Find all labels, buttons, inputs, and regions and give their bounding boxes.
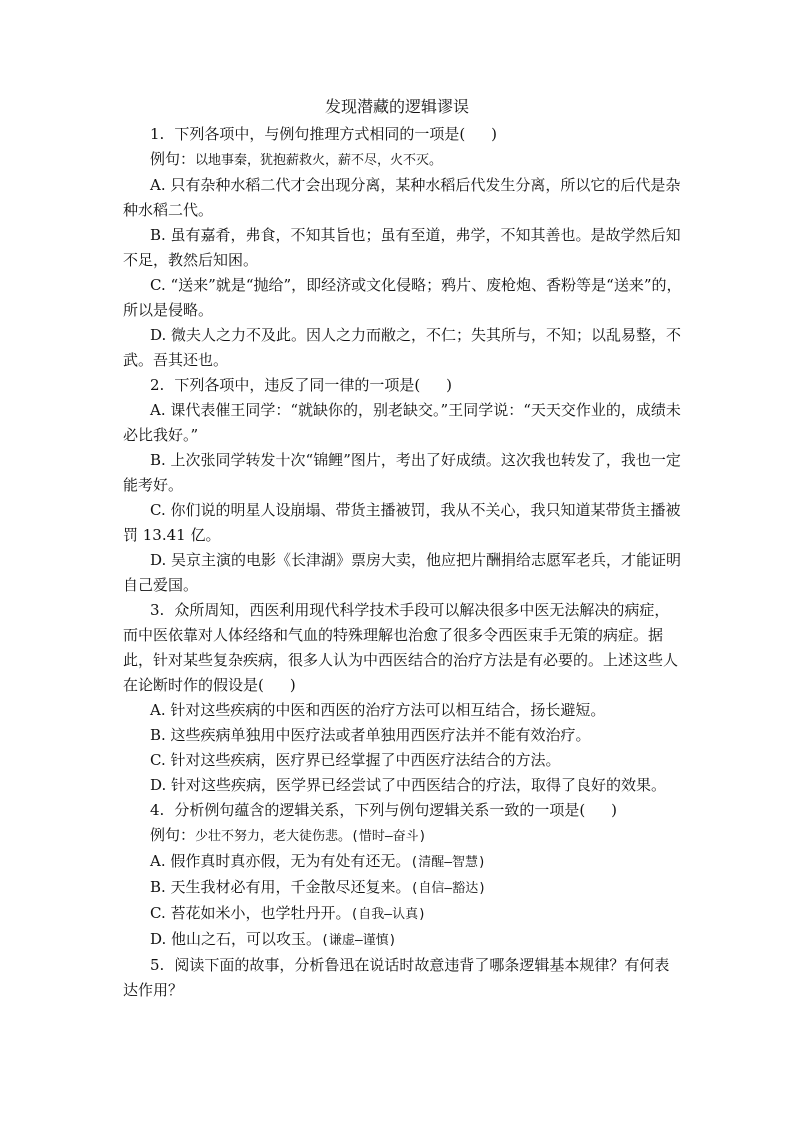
question-2-option-c: C. 你们说的明星人设崩塌、带货主播被罚，我从不关心，我只知道某带货主播被罚 13.41 亿。 bbox=[123, 501, 681, 544]
question-4-option-d: D. 他山之石，可以攻玉。(谦虚—谨慎) bbox=[150, 930, 397, 948]
question-3-option-c: C. 针对这些疾病，医疗界已经掌握了中西医疗法结合的方法。 bbox=[150, 751, 561, 769]
question-list bbox=[123, 122, 683, 1003]
question-1-example: 例句：以地事秦，犹抱薪救火，薪不尽，火不灭。 bbox=[150, 150, 443, 168]
question-4-stem: 4. 分析例句蕴含的逻辑关系，下列与例句逻辑关系一致的一项是( ) bbox=[150, 801, 618, 819]
example-sentence: 少壮不努力，老大徒伤悲。 bbox=[195, 829, 352, 844]
question-number: 2. bbox=[150, 376, 165, 394]
question-2-stem: 2. 下列各项中，违反了同一律的一项是( ) bbox=[150, 376, 453, 394]
question-4-option-c: C. 苔花如米小，也学牡丹开。(自我—认真) bbox=[150, 904, 426, 922]
question-number: 1. bbox=[150, 125, 165, 143]
example-sentence: 以地事秦，犹抱薪救火，薪不尽，火不灭。 bbox=[195, 153, 443, 168]
question-4-option-a: A. 假作真时真亦假，无为有处有还无。(清醒—智慧) bbox=[150, 852, 486, 870]
question-3-option-b: B. 这些疾病单独用中医疗法或者单独用西医疗法并不能有效治疗。 bbox=[150, 726, 591, 744]
question-number: 5. bbox=[150, 956, 165, 974]
question-number: 4. bbox=[150, 801, 165, 819]
question-2-option-a: A. 课代表催王同学：“就缺你的，别老缺交。”王同学说：“天天交作业的，成绩未必比我好。” bbox=[123, 401, 681, 444]
question-1-option-d: D. 微夫人之力不及此。因人之力而敝之，不仁；失其所与，不知；以乱易整，不武。吾其还也。 bbox=[123, 326, 682, 369]
example-note: (惜时—奋斗) bbox=[351, 829, 427, 844]
question-5-stem: 5. 阅读下面的故事，分析鲁迅在说话时故意违背了哪条逻辑基本规律？有何表达作用？ bbox=[123, 956, 670, 999]
question-1-option-a: A. 只有杂种水稻二代才会出现分离，某种水稻后代发生分离，所以它的后代是杂种水稻二代。 bbox=[123, 176, 681, 219]
page-title: 发现潜藏的逻辑谬误 bbox=[324, 97, 469, 116]
question-4-example: 例句：少壮不努力，老大徒伤悲。(惜时—奋斗) bbox=[150, 826, 427, 844]
question-3-option-a: A. 针对这些疾病的中医和西医的治疗方法可以相互结合，扬长避短。 bbox=[150, 701, 606, 719]
question-3-option-d: D. 针对这些疾病，医学界已经尝试了中西医结合的疗法，取得了良好的效果。 bbox=[150, 776, 667, 794]
question-2-option-b: B. 上次张同学转发十次“锦鲤”图片，考出了好成绩。这次我也转发了，我也一定能考好。 bbox=[123, 451, 681, 494]
question-1-option-b: B. 虽有嘉肴，弗食，不知其旨也；虽有至道，弗学，不知其善也。是故学然后知不足，教然后知困。 bbox=[123, 226, 681, 269]
question-4-option-b: B. 天生我材必有用，千金散尽还复来。(自信—豁达) bbox=[150, 878, 487, 896]
question-2-option-d: D. 吴京主演的电影《长津湖》票房大卖，他应把片酬捐给志愿军老兵，才能证明自己爱国。 bbox=[123, 551, 682, 594]
question-number: 3. bbox=[150, 601, 165, 619]
question-1-option-c: C. “送来”就是“抛给”，即经济或文化侵略；鸦片、废枪炮、香粉等是“送来”的，所以是侵略。 bbox=[123, 276, 682, 319]
question-3-stem: 3. 众所周知，西医利用现代科学技术手段可以解决很多中医无法解决的病症，而中医依靠对人体经络和气血的特殊理解也治愈了很多令西医束手无策的病症。据此，针对某些复杂疾病，很多人认为中西医结合的治疗方法是有必要的。上述这些人在论断时作的假设是( ) bbox=[123, 601, 679, 694]
question-1-stem: 1. 下列各项中，与例句推理方式相同的一项是( ) bbox=[150, 125, 498, 143]
